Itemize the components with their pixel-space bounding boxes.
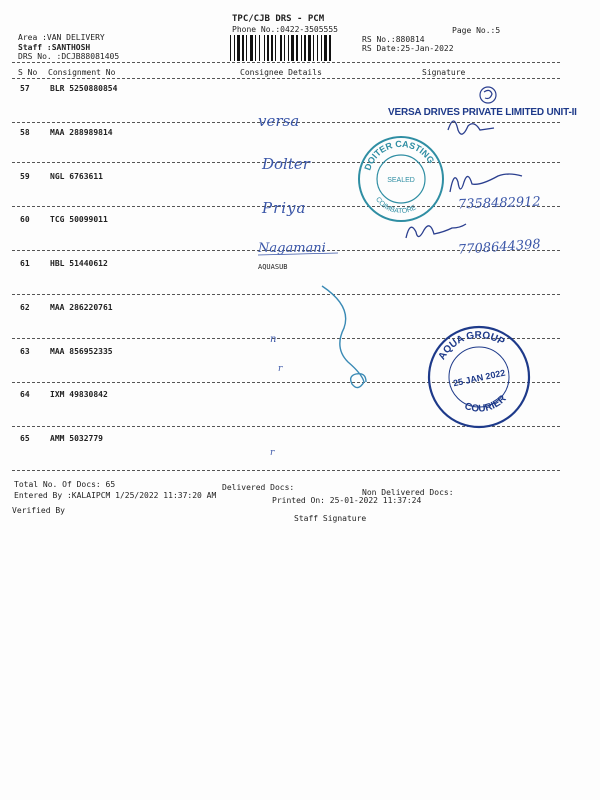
column-header-signature: Signature: [422, 68, 466, 77]
row-64-sno: 64: [20, 390, 30, 399]
row-60-consignment: TCG 50099011: [50, 215, 108, 224]
svg-text:AQUA GROUP: [437, 330, 507, 362]
row-57-consignment: BLR 5250880854: [50, 84, 118, 93]
signature-row-58: [448, 121, 494, 134]
svg-text:COIMBATORE: [374, 196, 418, 215]
area-label: Area :VAN DELIVERY: [18, 33, 105, 42]
delivered-docs: Delivered Docs:: [222, 483, 295, 492]
signature-row-63-stroke: [322, 286, 366, 388]
row-62-consignment: MAA 286220761: [50, 303, 113, 312]
signature-row-61-stroke: [258, 253, 338, 255]
seal-bottom-text: COIMBATORE: [373, 196, 418, 216]
phone-number: Phone No.:0422-3505555: [232, 25, 338, 34]
row-60-sno: 60: [20, 215, 30, 224]
courier-stamp-top-text: AQUA GROUP: [436, 329, 507, 362]
staff-signature-label: Staff Signature: [294, 514, 367, 523]
handwritten-mark-64: r: [278, 364, 283, 374]
handwritten-name-priya: Priya: [262, 199, 307, 217]
rs-date: RS Date:25-Jan-2022: [362, 44, 454, 53]
seal-graphic: [355, 133, 447, 225]
handwritten-name-dolter: Dolter: [262, 155, 310, 173]
rs-number: RS No.:880814: [362, 35, 425, 44]
row-62-sno: 62: [20, 303, 30, 312]
row-61-consignment: HBL 51440612: [50, 259, 108, 268]
row-61-consignee-detail: AQUASUB: [258, 263, 288, 271]
courier-date-stamp: [424, 322, 534, 432]
row-65-sno: 65: [20, 434, 30, 443]
seal-top-text: DOITER CASTING: [362, 138, 437, 172]
printed-on: Printed On: 25-01-2022 11:37:24: [272, 496, 422, 505]
courier-stamp-graphic: [424, 322, 534, 432]
row-58-sno: 58: [20, 128, 30, 137]
page-number: Page No.:5: [452, 26, 501, 35]
row-59-sno: 59: [20, 172, 30, 181]
drs-number: DRS No. :DCJB88081405: [18, 52, 120, 61]
row-64-consignment: IXM 49830842: [50, 390, 108, 399]
row-63-sno: 63: [20, 347, 30, 356]
signature-row-60: [406, 224, 466, 238]
doiter-casting-seal: [355, 133, 447, 225]
column-header-consignment: Consignment No: [48, 68, 116, 77]
entered-by: Entered By :KALAIPCM 1/25/2022 11:37:20 AM: [14, 491, 217, 500]
column-header-consignee: Consignee Details: [240, 68, 322, 77]
svg-text:COURIER: [463, 393, 509, 415]
courier-stamp-bottom-text: COURIER: [463, 393, 509, 415]
handwritten-name-nagamani: Nagamani: [258, 241, 326, 256]
handwritten-phone-2: 7708644398: [457, 237, 542, 258]
row-59-consignment: NGL 6763611: [50, 172, 103, 181]
row-58-consignment: MAA 288989814: [50, 128, 113, 137]
courier-stamp-date: 25 JAN 2022: [452, 367, 507, 389]
company-stamp-versa: VERSA DRIVES PRIVATE LIMITED UNIT-II: [388, 107, 577, 118]
handwritten-name-versa: versa: [258, 112, 300, 130]
row-63-consignment: MAA 856952335: [50, 347, 113, 356]
row-57-sno: 57: [20, 84, 30, 93]
column-header-sno: S No: [18, 68, 38, 77]
handwritten-phone-1: 7358482912: [457, 194, 541, 213]
row-65-consignment: AMM 5032779: [50, 434, 103, 443]
total-docs: Total No. Of Docs: 65: [14, 480, 116, 489]
row-61-sno: 61: [20, 259, 30, 268]
non-delivered-docs: Non Delivered Docs:: [362, 488, 454, 497]
signature-row-57: [480, 87, 496, 103]
staff-label: Staff :SANTHOSH: [18, 43, 91, 52]
handwritten-mark-63: n: [270, 334, 277, 345]
document-title: TPC/CJB DRS - PCM: [232, 14, 325, 24]
verified-by-label: Verified By: [12, 506, 65, 515]
seal-center-text: SEALED: [387, 177, 415, 184]
signature-row-59: [450, 174, 522, 192]
handwritten-mark-65: r: [270, 448, 275, 458]
